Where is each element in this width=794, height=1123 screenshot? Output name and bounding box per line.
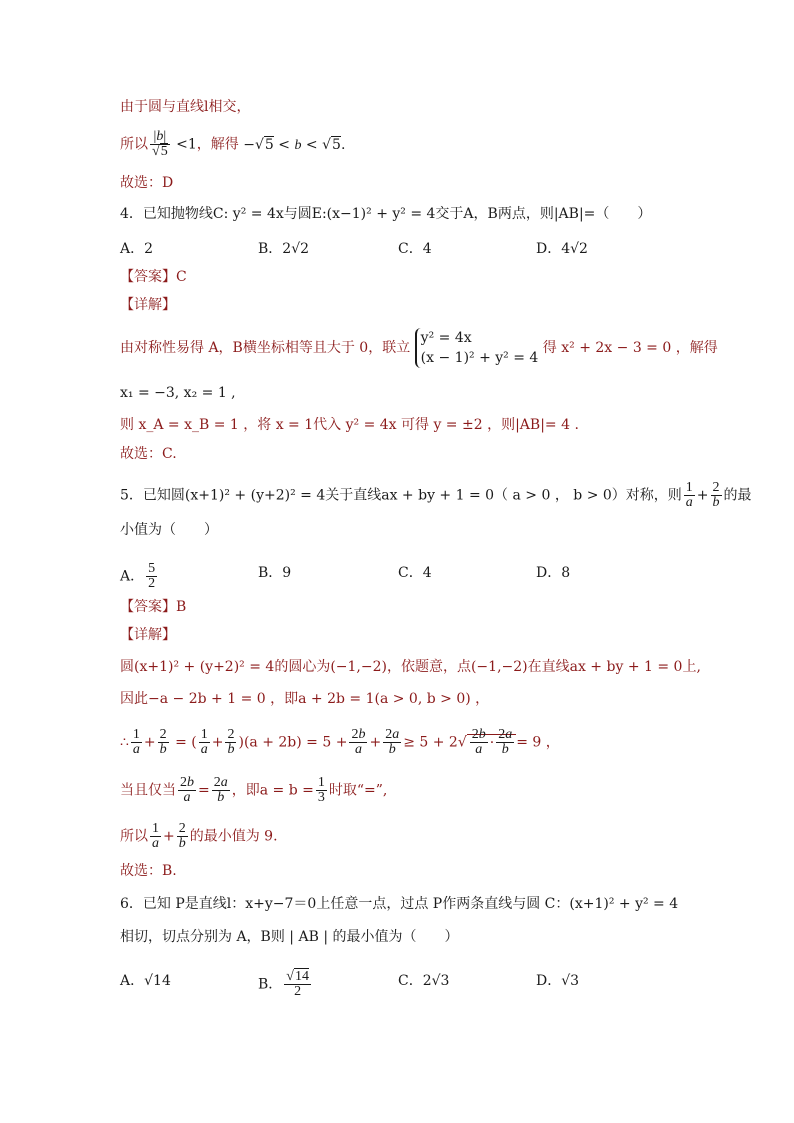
fraction-1-over-a: $\frac{1}{a}$: [132, 727, 140, 757]
question-5-line-1: 5．已知圆(x+1)² + (y+2)² = 4关于直线ax + by + 1 = 0（ a > 0 ， b > 0）对称，则 $\frac{1}{a}$ + $\frac{2}{b}$ 的最: [120, 480, 752, 510]
q5-text-2: 的最: [723, 487, 752, 504]
q5-inequality: ≥ 5 + 2: [403, 734, 458, 751]
q6-option-d: D．√3: [536, 973, 580, 989]
fraction-sqrt14-over-2: $\frac{√14}{2}$: [286, 969, 309, 999]
fraction-1-over-a: $\frac{1}{a}$: [152, 821, 159, 851]
q5-so: 所以: [120, 828, 148, 845]
text-line-3: 故选：D: [120, 175, 174, 191]
q5-take-equal: 时取“=”,: [328, 782, 388, 799]
question-6-line-1: 6．已知 P是直线l：x+y−7＝0上任意一点，过点 P作两条直线与圆 C：(x+1)² + y² = 4: [120, 896, 679, 912]
q5-detail-line-3: ∴ $\frac{1}{a}$ + $\frac{2}{b}$ = ( $\frac{1}{a}$ + $\frac{2}{b}$ )(a + 2b) = 5 + $\frac{2b}{a}$ + $\frac{2a}{b}$ ≥ 5 + 2√ $\frac{2b}{a}$ · $\frac{2a}{b}$ = 9 ，: [120, 727, 560, 757]
fraction-5-over-2: $\frac{5}{2}$: [148, 561, 156, 591]
fraction-1-over-a: $\frac{1}{a}$: [685, 480, 693, 510]
fraction-2b-over-a: $\frac{2b}{a}$: [180, 775, 194, 805]
q5-equal: ，即a = b =: [231, 782, 314, 799]
question-6-line-2: 相切，切点分别为 A，B则 | AB | 的最小值为（ ）: [120, 929, 459, 945]
fraction-2-over-b: $\frac{2}{b}$: [227, 727, 235, 757]
q4-option-a: A．2: [120, 241, 154, 257]
q5-detail-line-2: 因此−a − 2b + 1 = 0 ，即a + 2b = 1(a > 0, b > 0) ，: [120, 691, 490, 707]
q4-answer: 【答案】C: [120, 269, 187, 285]
q5-detail-line-1: 圆(x+1)² + (y+2)² = 4的圆心为(−1,−2)，依题意，点(−1,−2)在直线ax + by + 1 = 0上,: [120, 659, 701, 675]
q6-option-b: [258, 970, 313, 999]
fraction-2-over-b: $\frac{2}{b}$: [712, 480, 720, 510]
fraction-2-over-b: $\frac{2}{b}$: [178, 821, 186, 851]
q5-min-value: 的最小值为 9.: [189, 828, 278, 845]
equation-system: [415, 328, 539, 368]
q5-result: = 9 ，: [516, 734, 560, 751]
fraction-2b-over-a: $\frac{2b}{a}$: [351, 727, 366, 757]
q6-option-a: A．√14: [120, 973, 171, 989]
question-4: 4．已知抛物线C: y² = 4x与圆E:(x−1)² + y² = 4交于A，B两点，则|AB|=（ ）: [120, 206, 652, 222]
fraction-1-over-a: $\frac{1}{a}$: [200, 727, 208, 757]
q4-option-b: B．2√2: [258, 241, 310, 257]
q5-answer: 【答案】B: [120, 599, 187, 615]
q4-detail-text: 由对称性易得 A，B横坐标相等且大于 0，联立: [120, 340, 411, 356]
q5-option-d: D．8: [536, 565, 571, 581]
fraction-1-over-3: $\frac{1}{3}$: [317, 775, 325, 805]
q4-detail-label: 【详解】: [120, 297, 176, 313]
q4-detail-line-3: 则 x_A = x_B = 1 ，将 x = 1代入 y² = 4x 可得 y = ±2 ，则|AB|= 4 .: [120, 417, 579, 433]
q5-expansion: (a + 2b) = 5 +: [243, 734, 348, 751]
q5-detail-label: 【详解】: [120, 627, 176, 643]
q5-option-b: B．9: [258, 565, 292, 581]
fraction-b-over-sqrt5: $\frac{|b|}{√5}$: [152, 129, 168, 159]
fraction-2a-over-b: $\frac{2a}{b}$: [498, 727, 513, 757]
q6-option-c: C．2√3: [398, 973, 450, 989]
q5-option-a-label: A．: [120, 568, 145, 585]
fraction-2a-over-b: $\frac{2a}{b}$: [385, 727, 400, 757]
q5-option-a: [120, 562, 159, 591]
q5-only-when: 当且仅当: [120, 782, 176, 799]
q5-detail-line-5: 所以 $\frac{1}{a}$ + $\frac{2}{b}$ 的最小值为 9.: [120, 821, 278, 851]
text-line-2: 所以 $\frac{|b|}{√5}$ <1，解得 −√5 < b < √5.: [120, 129, 346, 159]
q5-option-c: C．4: [398, 565, 432, 581]
q4-detail-text-2: 得 x² + 2x − 3 = 0 ，解得: [542, 340, 718, 356]
text-so: 所以: [120, 136, 148, 153]
q5-text: 5．已知圆(x+1)² + (y+2)² = 4关于直线ax + by + 1 = 0（ a > 0 ， b > 0）对称，则: [120, 487, 682, 504]
q4-option-d: D．4√2: [536, 241, 588, 257]
question-5-line-2: 小值为（ ）: [120, 522, 218, 538]
fraction-2b-over-a: $\frac{2b}{a}$: [471, 727, 486, 757]
q5-detail-line-6: 故选：B.: [120, 863, 177, 879]
system-eq-2: (x − 1)² + y² = 4: [420, 350, 539, 366]
q5-detail-line-4: 当且仅当 $\frac{2b}{a}$ = $\frac{2a}{b}$ ，即a = b = $\frac{1}{3}$ 时取“=”,: [120, 775, 388, 805]
system-eq-1: y² = 4x: [420, 330, 472, 346]
text-solve: ，解得: [196, 136, 239, 153]
text-line-1: 由于圆与直线l相交，: [120, 99, 251, 115]
q4-detail-line-4: 故选：C.: [120, 446, 177, 462]
q6-option-b-label: B．: [258, 976, 283, 993]
fraction-2a-over-b: $\frac{2a}{b}$: [213, 775, 228, 805]
q4-detail-line-1: [120, 328, 718, 368]
therefore-symbol: ∴: [120, 734, 129, 751]
q4-detail-line-2: x₁ = −3, x₂ = 1 ,: [120, 385, 236, 401]
fraction-2-over-b: $\frac{2}{b}$: [159, 727, 167, 757]
q4-option-c: C．4: [398, 241, 432, 257]
